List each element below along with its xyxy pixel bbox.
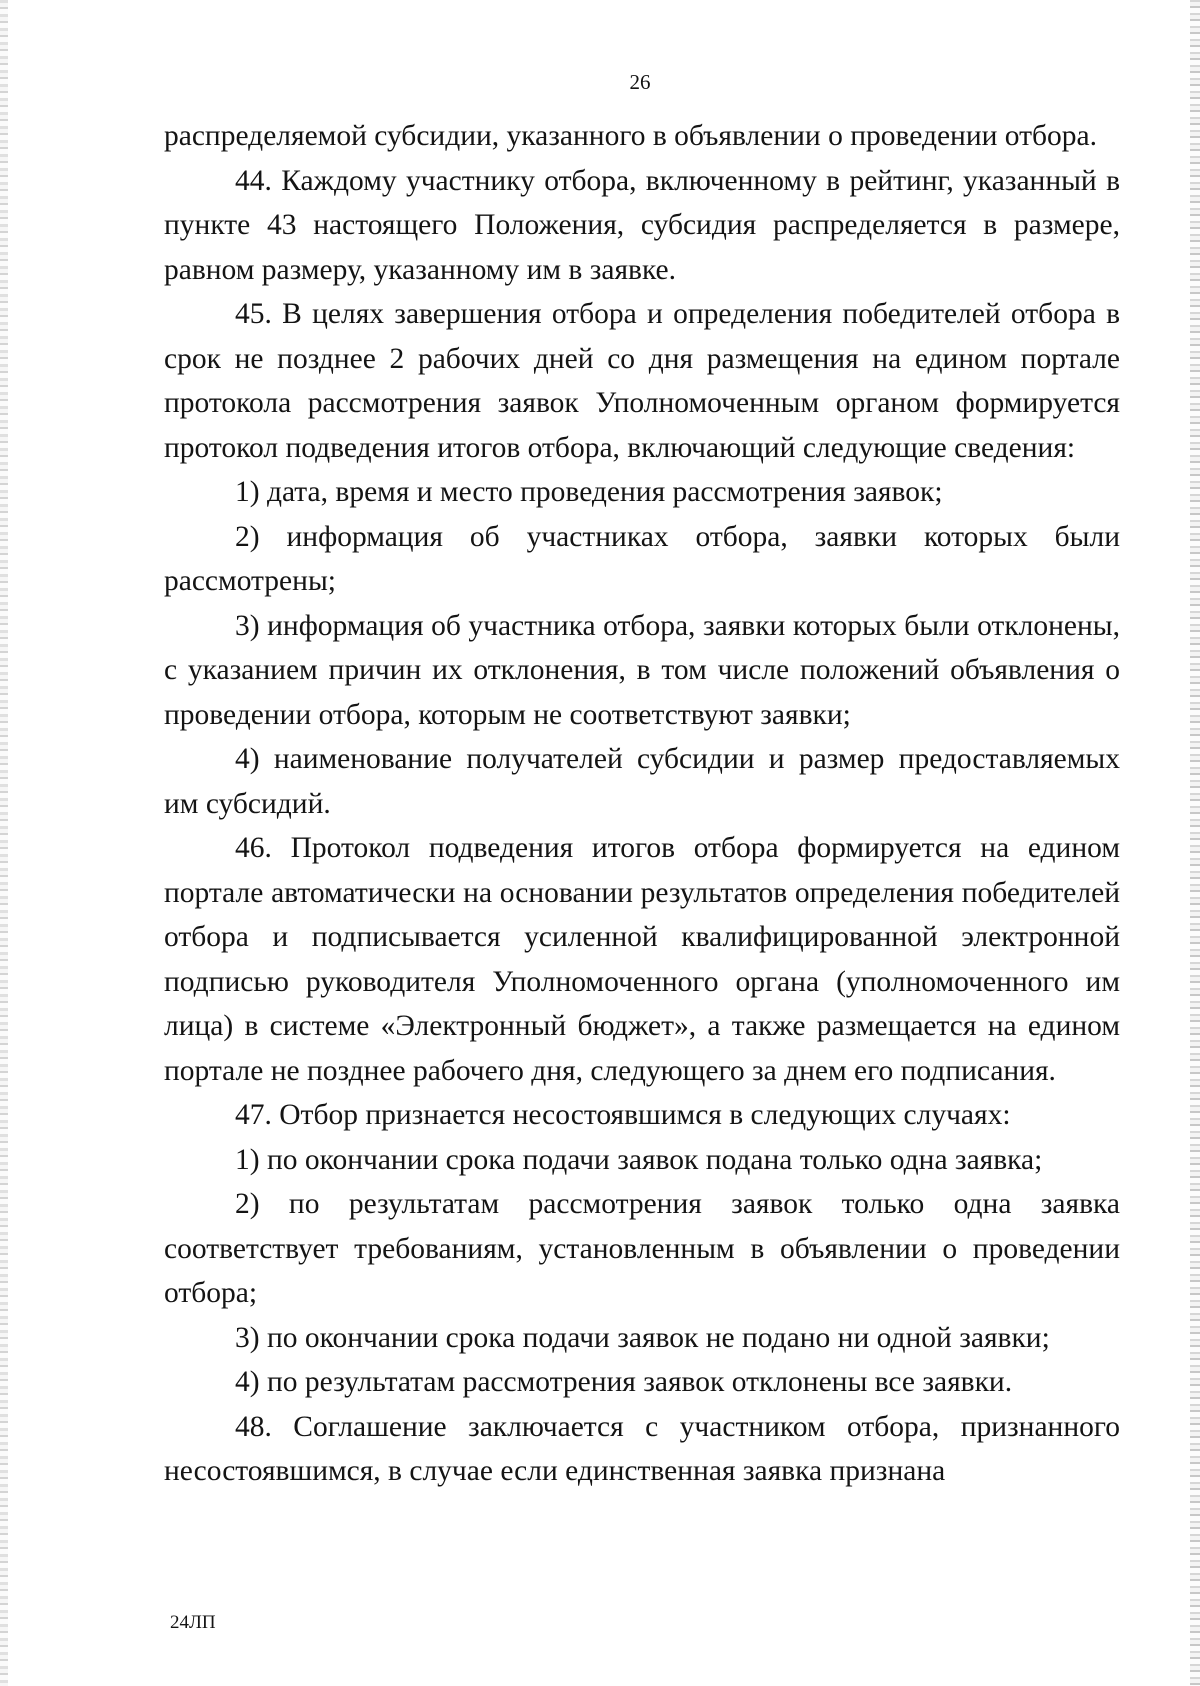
list-item-47-1: 1) по окончании срока подачи заявок подана только одна заявка; [235, 1143, 1043, 1176]
list-item-47-2: 2) по результатам рассмотрения заявок только одна заявка соответствует требованиям, установленным в объявлении о проведении отбора; [164, 1188, 1120, 1309]
paragraph-44: 44. Каждому участнику отбора, включенному в рейтинг, указанный в пункте 43 настоящего Положения, субсидия распределяется в размере, равном размеру, указанному им в заявке. [164, 164, 1120, 286]
list-item-47-3: 3) по окончании срока подачи заявок не подано ни одной заявки; [235, 1321, 1050, 1354]
scan-edge-left [0, 0, 8, 1686]
paragraph-46: 46. Протокол подведения итогов отбора формируется на едином портале автоматически на основании результатов определения победителей отбора и подписывается усиленной квалифицированной электронной подписью руководителя Уполномоченного органа (уполномоченного им лица) в системе «Электронный бюджет», а также размещается на едином портале не позднее рабочего дня, следующего за днем его подписания. [164, 832, 1120, 1087]
list-item-45-2: 2) информация об участниках отбора, заявки которых были рассмотрены; [164, 520, 1120, 597]
list-item-45-1: 1) дата, время и место проведения рассмотрения заявок; [235, 476, 943, 508]
footer-document-code: 24ЛП [170, 1612, 216, 1633]
document-body [164, 114, 1120, 1494]
list-item-47-4: 4) по результатам рассмотрения заявок отклонены все заявки. [235, 1366, 1013, 1398]
list-item-45-4: 4) наименование получателей субсидии и размер предоставляемых им субсидий. [164, 743, 1120, 820]
paragraph-48: 48. Соглашение заключается с участником отбора, признанного несостоявшимся, в случае если единственная заявка признана [164, 1410, 1120, 1487]
paragraph-47: 47. Отбор признается несостоявшимся в следующих случаях: [235, 1099, 1011, 1131]
scan-edge-right [1190, 0, 1200, 1686]
list-item-45-3: 3) информация об участника отбора, заявки которых были отклонены, с указанием причин их отклонения, в том числе положений объявления о проведении отбора, которым не соответствуют заявки; [164, 609, 1120, 731]
paragraph-continuation: распределяемой субсидии, указанного в объявлении о проведении отбора. [164, 120, 1098, 152]
paragraph-45: 45. В целях завершения отбора и определения победителей отбора в срок не позднее 2 рабочих дней со дня размещения на едином портале протокола рассмотрения заявок Уполномоченным органом формируется протокол подведения итогов отбора, включающий следующие сведения: [164, 298, 1120, 464]
page-number: 26 [629, 70, 651, 94]
